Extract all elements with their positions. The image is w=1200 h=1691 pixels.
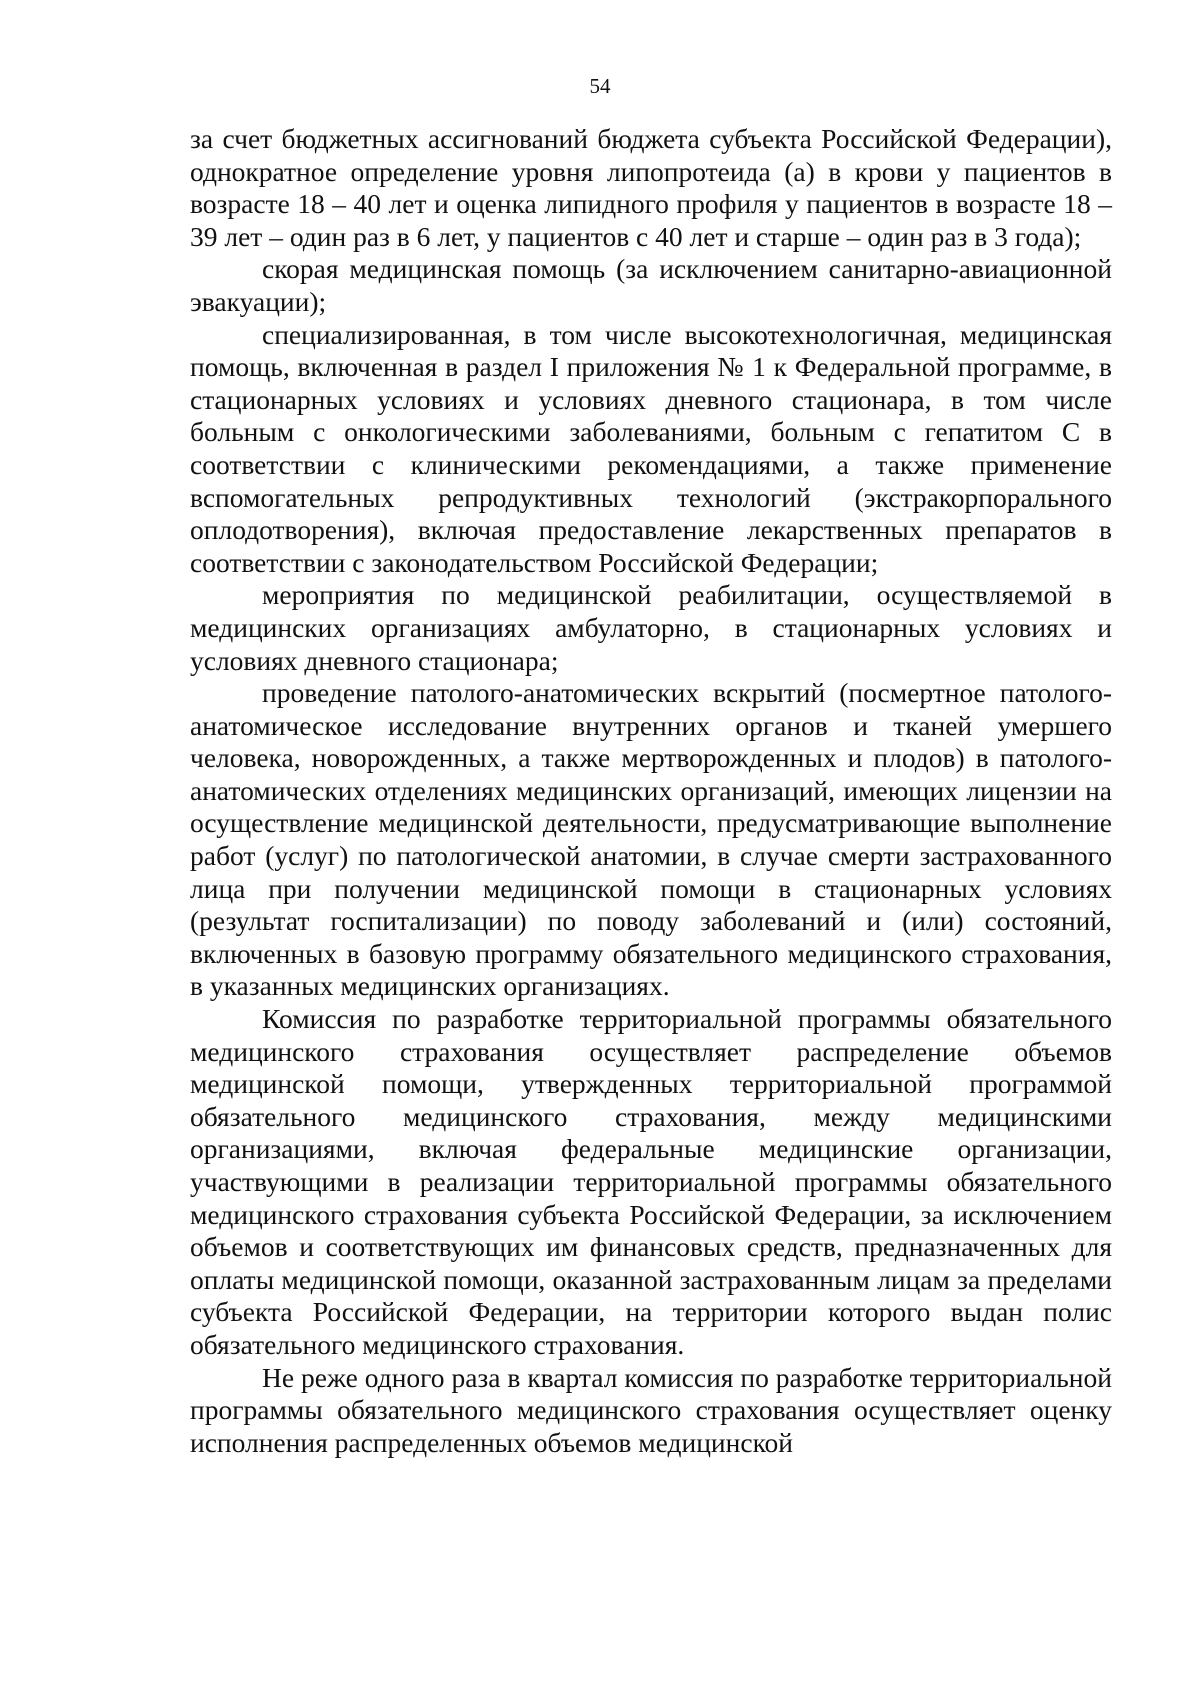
paragraph-specialized-care: специализированная, в том числе высокотехнологичная, медицинская помощь, включенная в раздел I приложения № 1 к Федеральной программе, в стационарных условиях и условиях дневного стационара, в том числе больным с онкологическими заболеваниями, больным с гепатитом С в соответствии с клиническими рекомендациями, а также применение вспомогательных репродуктивных технологий (экстракорпорального оплодотворения), включая предоставление лекарственных препаратов в соответствии с законодательством Российской Федерации; — [190, 318, 1112, 578]
paragraph-emergency-care: скорая медицинская помощь (за исключением санитарно-авиационной эвакуации); — [190, 253, 1112, 317]
page-number: 54 — [589, 74, 611, 98]
paragraph-quarterly-assessment: Не реже одного раза в квартал комиссия по разработке территориальной программы обязательного медицинского страхования осуществляет оценку исполнения распределенных объемов медицинской — [190, 1361, 1112, 1458]
paragraph-rehabilitation: мероприятия по медицинской реабилитации, осуществляемой в медицинских организациях амбулаторно, в стационарных условиях и условиях дневного стационара; — [190, 579, 1112, 676]
paragraph-autopsy: проведение патолого-анатомических вскрытий (посмертное патолого-анатомическое исследование внутренних органов и тканей умершего человека, новорожденных, а также мертворожденных и плодов) в патолого-анатомических отделениях медицинских организаций, имеющих лицензии на осуществление медицинской деятельности, предусматривающие выполнение работ (услуг) по патологической анатомии, в случае смерти застрахованного лица при получении медицинской помощи в стационарных условиях (результат госпитализации) по поводу заболеваний и (или) состояний, включенных в базовую программу обязательного медицинского страхования, в указанных медицинских организациях. — [190, 677, 1112, 1002]
paragraph-continuation: за счет бюджетных ассигнований бюджета субъекта Российской Федерации), однократное определение уровня липопротеида (а) в крови у пациентов в возрасте 18 – 40 лет и оценка липидного профиля у пациентов в возрасте 18 – 39 лет – один раз в 6 лет, у пациентов с 40 лет и старше – один раз в 3 года); — [190, 123, 1112, 252]
document-body — [190, 123, 1112, 1459]
paragraph-commission-distribution: Комиссия по разработке территориальной программы обязательного медицинского страхования осуществляет распределение объемов медицинской помощи, утвержденных территориальной программой обязательного медицинского страхования, между медицинскими организациями, включая федеральные медицинские организации, участвующими в реализации территориальной программы обязательного медицинского страхования субъекта Российской Федерации, за исключением объемов и соответствующих им финансовых средств, предназначенных для оплаты медицинской помощи, оказанной застрахованным лицам за пределами субъекта Российской Федерации, на территории которого выдан полис обязательного медицинского страхования. — [190, 1003, 1112, 1360]
